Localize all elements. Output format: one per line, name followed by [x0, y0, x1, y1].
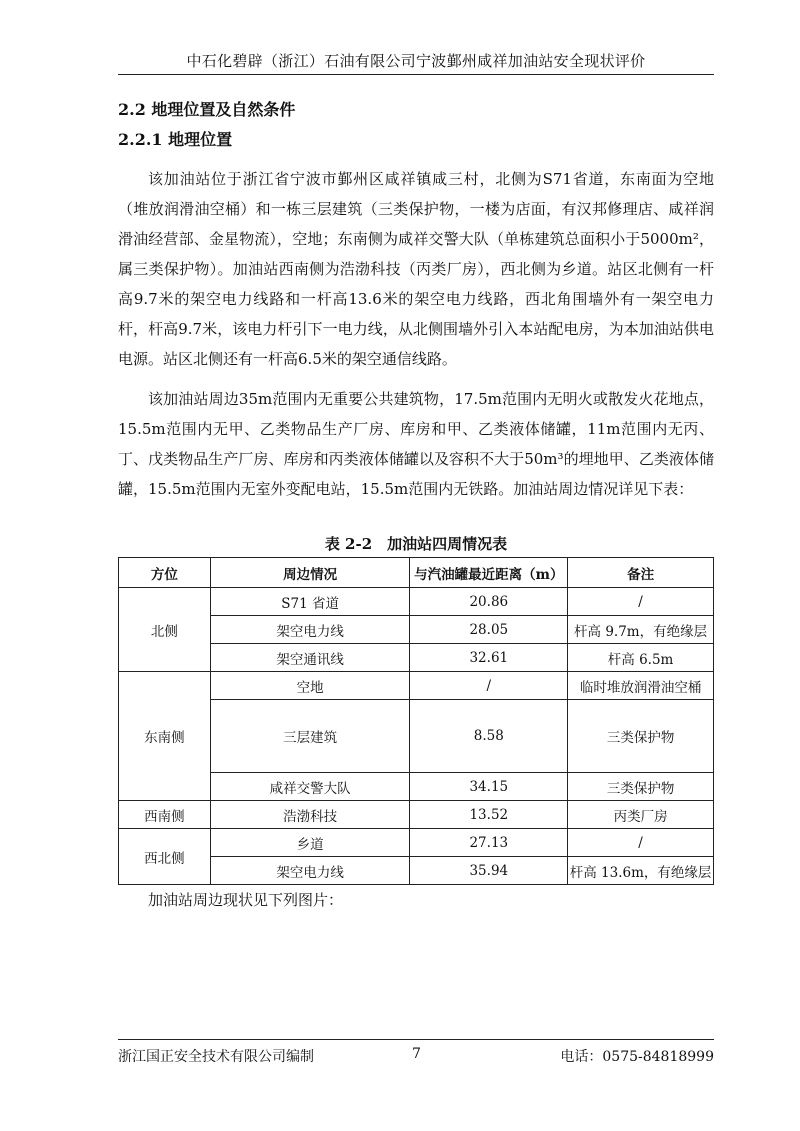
subsection-title: 2.2.1 地理位置 [118, 130, 233, 149]
note-cell: 杆高 6.5m [568, 644, 714, 672]
item-cell: 架空电力线 [210, 857, 410, 885]
item-cell: 三层建筑 [210, 700, 410, 773]
note-cell: / [568, 829, 714, 857]
table-row [119, 829, 714, 857]
page-header: 中石化碧辟（浙江）石油有限公司宁波鄞州咸祥加油站安全现状评价 [186, 52, 646, 70]
table-header-row [119, 558, 714, 588]
header-direction: 方位 [119, 558, 211, 588]
distance-cell: 32.61 [410, 644, 568, 672]
header-surroundings: 周边情况 [210, 558, 410, 588]
item-cell: 乡道 [210, 829, 410, 857]
paragraph-location: 该加油站位于浙江省宁波市鄞州区咸祥镇咸三村，北侧为S71省道，东南面为空地（堆放润滑油空桶）和一栋三层建筑（三类保护物，一楼为店面，有汉邦修理店、咸祥润滑油经营部、金星物流），空地；东南侧为咸祥交警大队（单栋建筑总面积小于5000m²，属三类保护物）。加油站西南侧为浩渤科技（丙类厂房），西北侧为乡道。站区北侧有一杆高9.7米的架空电力线路和一杆高13.6米的架空电力线路，西北角围墙外有一架空电力杆，杆高9.7米，该电力杆引下一电力线，从北侧围墙外引入本站配电房，为本加油站供电电源。站区北侧还有一杆高6.5米的架空通信线路。 [118, 170, 714, 368]
direction-cell: 西北侧 [119, 829, 211, 885]
item-cell: 架空电力线 [210, 616, 410, 644]
item-cell: 咸祥交警大队 [210, 773, 410, 801]
note-cell: / [568, 588, 714, 616]
note-cell: 三类保护物 [568, 773, 714, 801]
note-cell: 丙类厂房 [568, 801, 714, 829]
header-divider [118, 74, 714, 75]
distance-cell: 8.58 [410, 700, 568, 773]
table-row [119, 672, 714, 700]
header-note: 备注 [568, 558, 714, 588]
item-cell: 空地 [210, 672, 410, 700]
table-row [119, 588, 714, 616]
note-cell: 三类保护物 [568, 700, 714, 773]
distance-cell: / [410, 672, 568, 700]
direction-cell: 北侧 [119, 588, 211, 672]
page-number: 7 [412, 1046, 421, 1062]
footer-phone: 电话：0575-84818999 [560, 1049, 714, 1065]
paragraph-surroundings: 该加油站周边35m范围内无重要公共建筑物，17.5m范围内无明火或散发火花地点，15.5m范围内无甲、乙类物品生产厂房、库房和甲、乙类液体储罐，11m范围内无丙、丁、戊类物品生产厂房、库房和丙类液体储罐以及容积不大于50m³的埋地甲、乙类液体储罐，15.5m范围内无室外变配电站，15.5m范围内无铁路。加油站周边情况详见下表： [118, 390, 714, 498]
header-distance: 与汽油罐最近距离（m） [410, 558, 568, 588]
distance-cell: 28.05 [410, 616, 568, 644]
distance-cell: 34.15 [410, 773, 568, 801]
footer-company: 浙江国正安全技术有限公司编制 [118, 1049, 314, 1065]
table-caption: 表 2-2 加油站四周情况表 [324, 535, 508, 553]
distance-cell: 20.86 [410, 588, 568, 616]
note-cell: 临时堆放润滑油空桶 [568, 672, 714, 700]
surroundings-table [118, 557, 714, 885]
distance-cell: 27.13 [410, 829, 568, 857]
note-cell: 杆高 9.7m，有绝缘层 [568, 616, 714, 644]
distance-cell: 13.52 [410, 801, 568, 829]
footer-divider [118, 1039, 714, 1040]
item-cell: S71 省道 [210, 588, 410, 616]
table-row [119, 801, 714, 829]
direction-cell: 东南侧 [119, 672, 211, 801]
after-table-text: 加油站周边现状见下列图片： [148, 891, 344, 909]
section-title: 2.2 地理位置及自然条件 [118, 100, 296, 119]
distance-cell: 35.94 [410, 857, 568, 885]
item-cell: 架空通讯线 [210, 644, 410, 672]
note-cell: 杆高 13.6m，有绝缘层 [568, 857, 714, 885]
direction-cell: 西南侧 [119, 801, 211, 829]
item-cell: 浩渤科技 [210, 801, 410, 829]
